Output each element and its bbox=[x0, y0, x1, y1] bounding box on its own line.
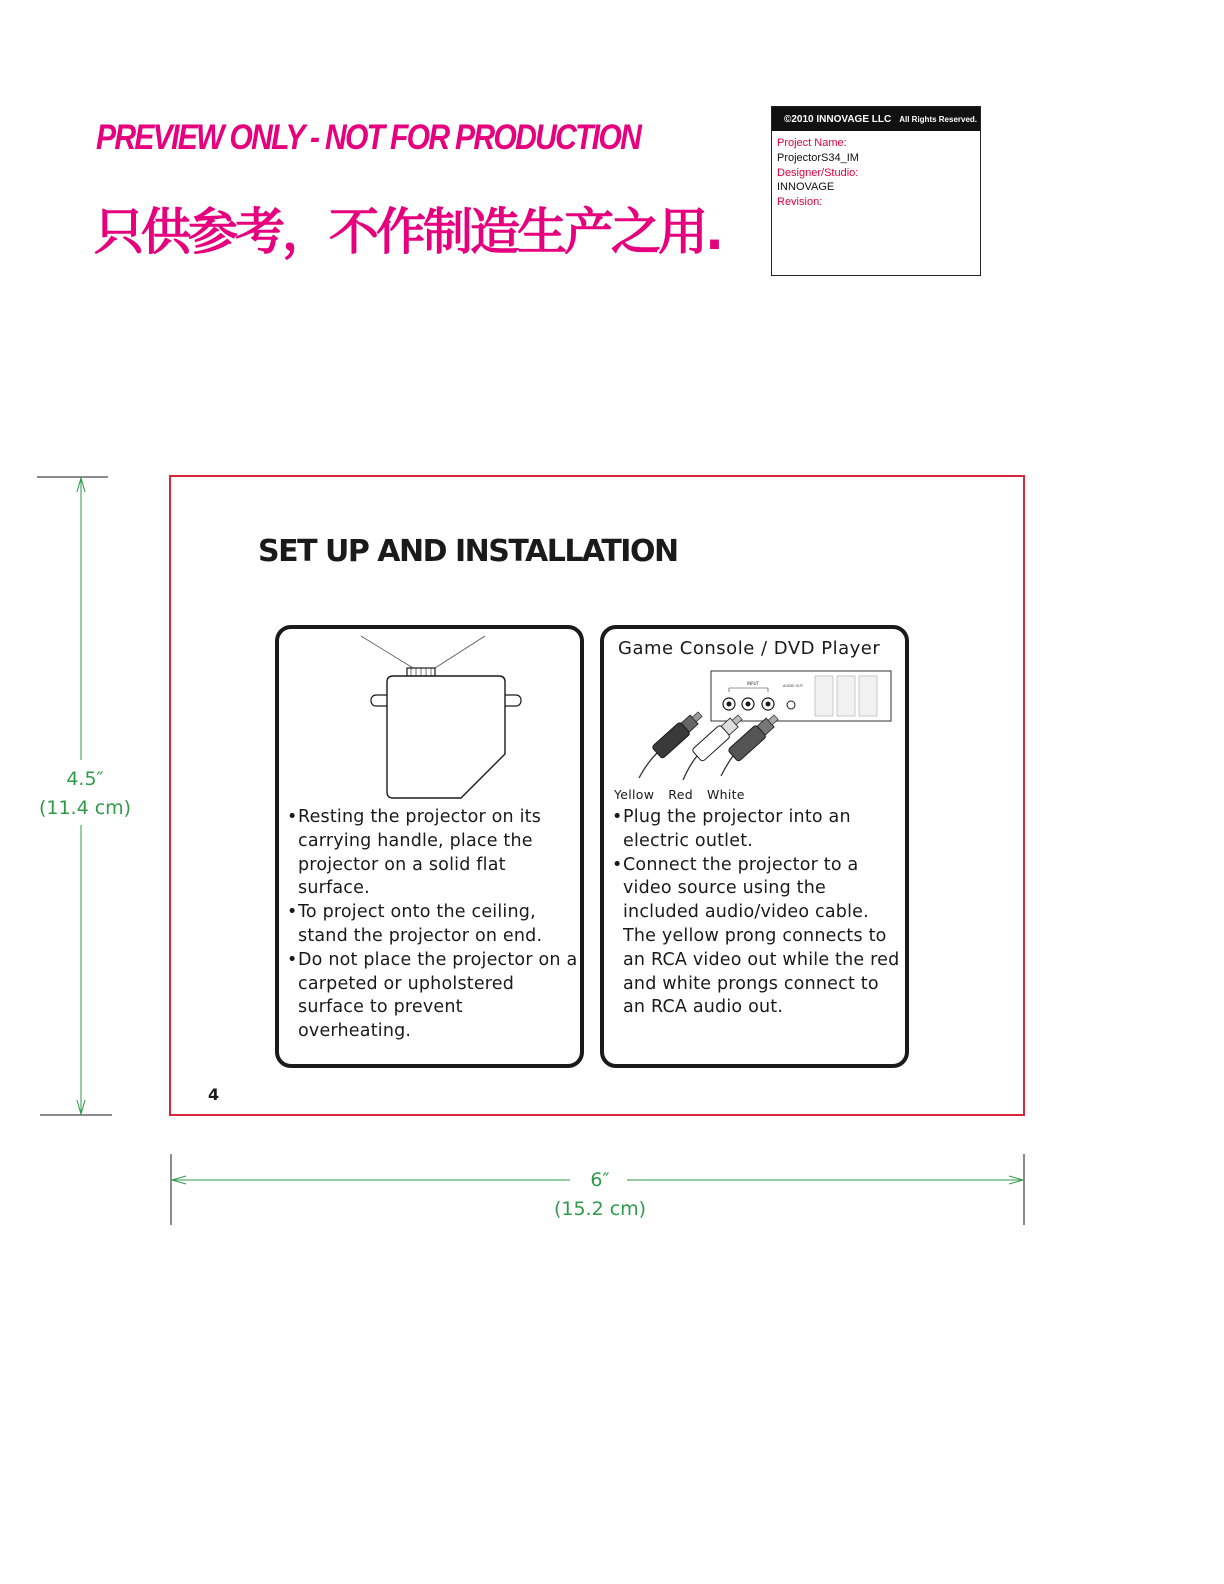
project-name-label: Project Name: bbox=[777, 137, 847, 149]
list-item: • Plug the projector into an electric outlet. bbox=[612, 806, 904, 854]
width-dimension-label bbox=[540, 1166, 660, 1224]
rights-text: All Rights Reserved. bbox=[899, 114, 978, 124]
copyright-text: ©2010 INNOVAGE LLC bbox=[784, 113, 892, 125]
info-box-header bbox=[772, 107, 980, 131]
list-item: • Resting the projector on its carrying handle, place the projector on a solid flat surface. bbox=[287, 806, 579, 901]
preview-notice-english: PREVIEW ONLY - NOT FOR PRODUCTION bbox=[96, 118, 641, 157]
project-name-value: ProjectorS34_IM bbox=[777, 151, 859, 164]
list-item: • Do not place the projector on a carpeted or upholstered surface to prevent overheating. bbox=[287, 949, 579, 1044]
placement-instructions bbox=[287, 806, 579, 1044]
page-number: 4 bbox=[208, 1085, 220, 1104]
cable-label-red: Red bbox=[668, 787, 693, 802]
designer-label: Designer/Studio: bbox=[777, 166, 859, 179]
section-title: SET UP AND INSTALLATION bbox=[258, 534, 678, 569]
cable-label-white: White bbox=[706, 787, 745, 802]
list-item: • Connect the projector to a video source using the included audio/video cable. The yellow prong connects to an RCA video out while the red and white prongs connect to an RCA audio out. bbox=[612, 854, 904, 1021]
height-dimension-label bbox=[30, 765, 140, 823]
console-heading: Game Console / DVD Player bbox=[618, 638, 881, 659]
preview-notice-chinese: 只供参考，不作制造生产之用. bbox=[94, 203, 721, 261]
av-cable-illustration bbox=[635, 668, 895, 788]
cable-label-yellow: Yellow bbox=[614, 787, 655, 802]
projector-illustration bbox=[355, 634, 530, 804]
list-item: • To project onto the ceiling, stand the projector on end. bbox=[287, 901, 579, 949]
width-inches: 6″ bbox=[590, 1169, 610, 1191]
connection-instructions bbox=[612, 806, 904, 1020]
input-label: INPUT bbox=[747, 681, 759, 686]
project-info-box bbox=[771, 106, 981, 276]
cable-color-labels bbox=[614, 787, 745, 802]
audio-out-label: AUDIO OUT bbox=[783, 684, 804, 688]
height-inches: 4.5″ bbox=[66, 768, 104, 790]
revision-label: Revision: bbox=[777, 196, 823, 209]
width-centimeters: (15.2 cm) bbox=[553, 1198, 647, 1220]
designer-value: INNOVAGE bbox=[777, 181, 835, 194]
height-centimeters: (11.4 cm) bbox=[38, 797, 132, 819]
